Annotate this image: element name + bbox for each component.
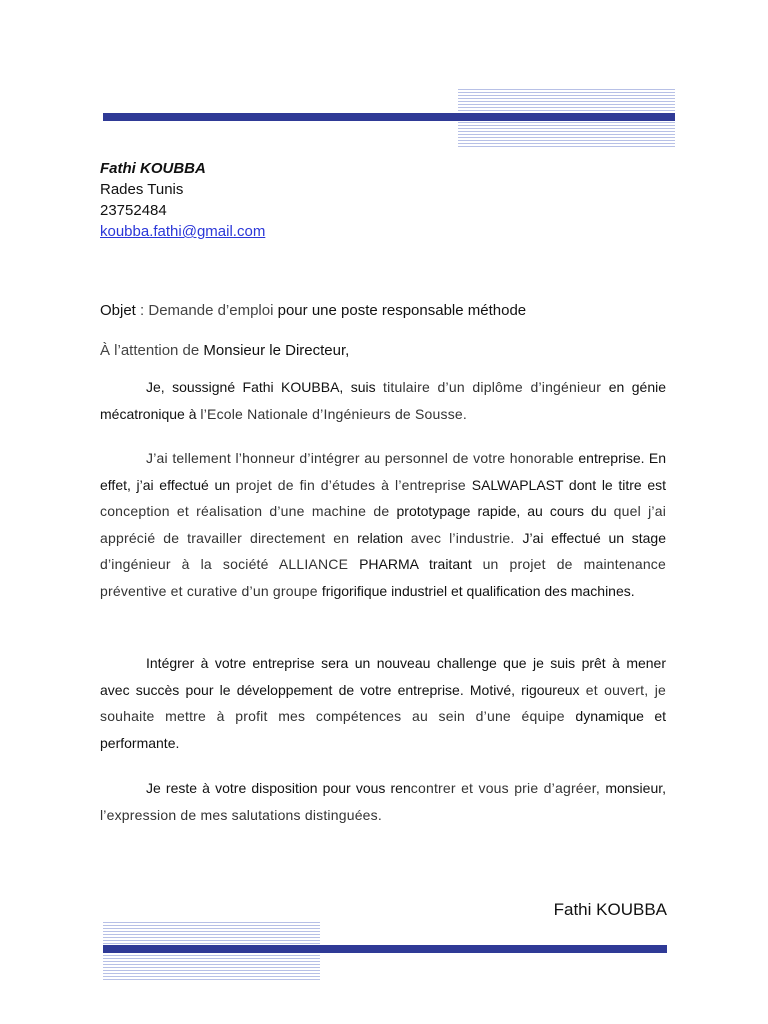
header-bar: [103, 113, 675, 121]
sender-city: Rades Tunis: [100, 181, 184, 198]
p3-text-b: et ouvert, je souhaite mettre à profit mes compétences au sein d’une équipe: [100, 681, 666, 724]
subject-text-light: Demande d’emploi: [148, 302, 278, 319]
p4-text-a: Je reste à votre disposition pour vous ren: [146, 780, 411, 796]
p2-text-m: un projet de maintenance préventive et curative d’un groupe: [100, 556, 666, 599]
p2-text-f: prototypage rapide, au cours du: [396, 503, 614, 519]
p1-text-a: Je, soussigné Fathi KOUBBA, suis: [146, 379, 384, 395]
p2-text-g: quel j’ai apprécié de travailler directement en: [100, 503, 667, 546]
sender-block: [100, 158, 265, 242]
paragraph-4: [100, 775, 666, 828]
signature: Fathi KOUBBA: [553, 900, 667, 919]
p3-text-a: Intégrer à votre entreprise sera un nouveau challenge que je suis prêt à mener avec succès pour le développement de votre entreprise. Motivé, rigoureux: [100, 655, 666, 698]
p2-text-e: conception et réalisation d’une machine de: [100, 503, 397, 519]
p2-text-i: avec l’industrie.: [410, 529, 523, 546]
p2-text-a: J’ai tellement l’honneur d’intégrer au personnel de votre honorable: [146, 450, 579, 466]
subject-separator: :: [135, 302, 149, 319]
sender-phone: 23752484: [100, 202, 167, 219]
footer-bar: [103, 945, 667, 953]
p1-text-c: en génie mécatronique à: [100, 379, 666, 422]
p2-text-h: relation: [357, 529, 411, 546]
p2-text-n: frigorifique industriel et qualification des machines.: [321, 582, 635, 599]
paragraph-2: [100, 445, 666, 604]
p4-text-d: l’expression de mes salutations distinguées.: [100, 806, 382, 823]
p2-text-b: entreprise. En effet, j’ai effectué un: [100, 450, 666, 493]
sender-email-link[interactable]: koubba.fathi@gmail.com: [100, 223, 266, 240]
subject-line: [100, 302, 526, 319]
p2-text-k: d’ingénieur à la société ALLIANCE: [100, 556, 360, 572]
p3-text-c: dynamique et performante.: [100, 708, 666, 751]
subject-text: pour une poste responsable méthode: [277, 302, 527, 319]
p1-text-d: l’Ecole Nationale d’Ingénieurs de Sousse.: [200, 405, 467, 422]
p2-text-l: PHARMA traitant: [359, 556, 483, 572]
attention-prefix: À l’attention de: [100, 342, 204, 359]
attention-recipient: Monsieur le Directeur,: [203, 342, 350, 359]
paragraph-3: [100, 650, 666, 756]
p2-text-d: SALWAPLAST dont le titre est: [471, 476, 667, 493]
attention-line: [100, 342, 349, 359]
p2-text-c: projet de fin d’études à l’entreprise: [235, 476, 472, 493]
p1-text-b: titulaire d’un diplôme d’ingénieur: [383, 379, 609, 395]
sender-name: Fathi KOUBBA: [100, 160, 206, 177]
p4-text-c: monsieur,: [605, 780, 667, 796]
p4-text-b: contrer et vous prie d’agréer,: [410, 780, 606, 796]
paragraph-1: [100, 374, 666, 427]
p2-text-j: J’ai effectué un stage: [522, 529, 666, 546]
subject-label: Objet: [100, 302, 136, 319]
